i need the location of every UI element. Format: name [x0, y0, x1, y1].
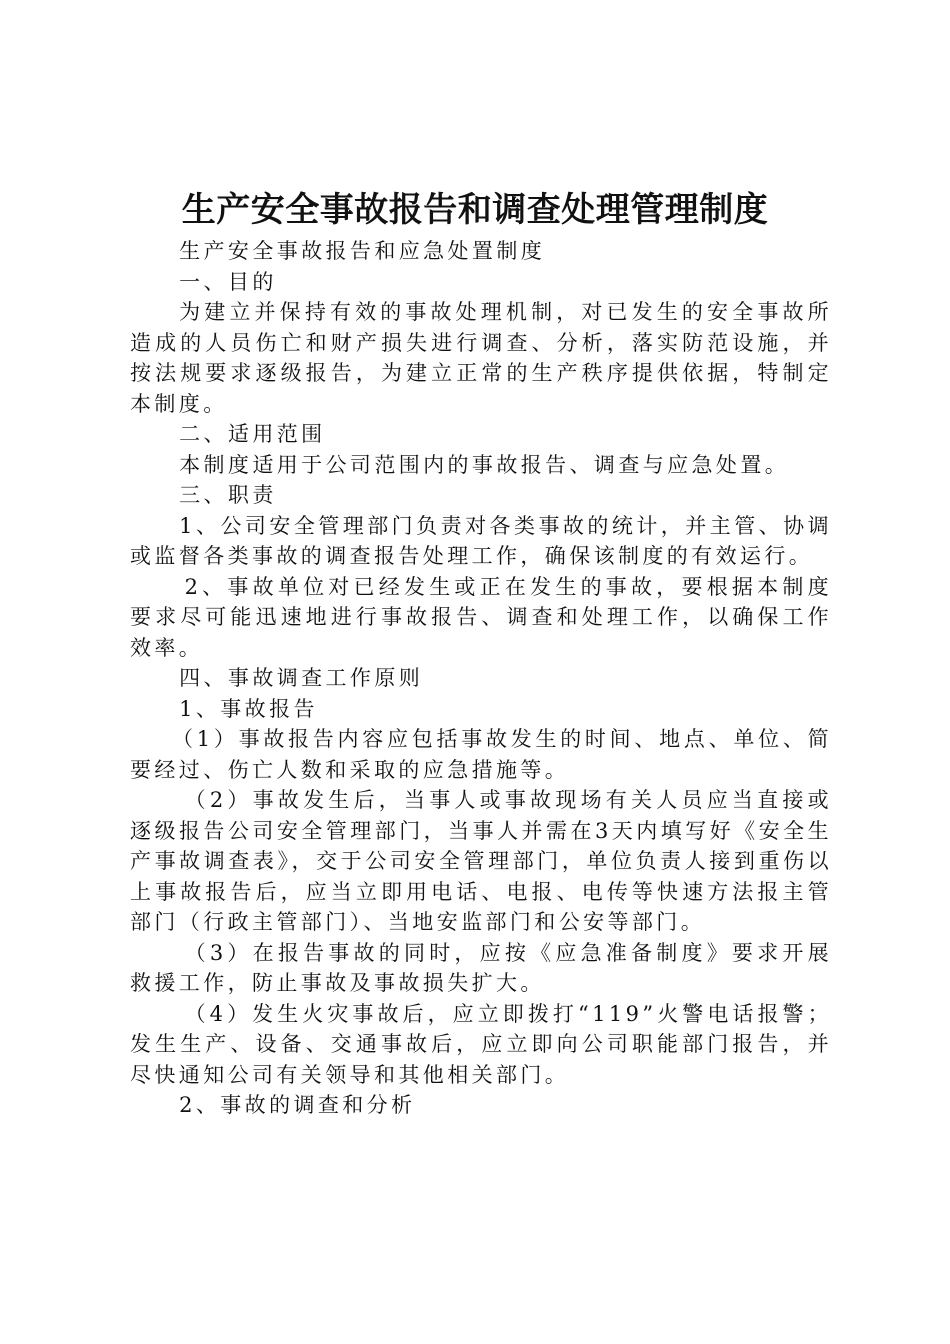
- section-heading-purpose: 一、目的: [179, 269, 277, 294]
- paragraph-report-item-4: （4）发生火灾事故后，应立即拨打“119”火警电话报警；发生生产、设备、交通事故后，应立即向公司职能部门报告，并尽快通知公司有关领导和其他相关部门。: [130, 1001, 832, 1087]
- paragraph-purpose: 为建立并保持有效的事故处理机制，对已发生的安全事故所造成的人员伤亡和财产损失进行调查、分析，落实防范设施，并按法规要求逐级报告，为建立正常的生产秩序提供依据，特制定本制度。: [130, 300, 832, 416]
- subsection-heading-report: 1、事故报告: [179, 696, 318, 721]
- paragraph-duty-2: 2、事故单位对已经发生或正在发生的事故，要根据本制度要求尽可能迅速地进行事故报告、调查和处理工作，以确保工作效率。: [130, 574, 832, 660]
- paragraph-report-item-3: （3）在报告事故的同时，应按《应急准备制度》要求开展救援工作，防止事故及事故损失扩大。: [130, 940, 832, 995]
- document-title: 生产安全事故报告和调查处理管理制度: [181, 190, 769, 230]
- paragraph-duty-1: 1、公司安全管理部门负责对各类事故的统计，并主管、协调或监督各类事故的调查报告处理工作，确保该制度的有效运行。: [130, 513, 832, 568]
- section-heading-scope: 二、适用范围: [179, 422, 326, 446]
- paragraph-report-item-1: （1）事故报告内容应包括事故发生的时间、地点、单位、简要经过、伤亡人数和采取的应急措施等。: [130, 727, 832, 782]
- document-body: [130, 236, 832, 1121]
- subtitle-paragraph: 生产安全事故报告和应急处置制度: [179, 239, 546, 263]
- section-heading-duties: 三、职责: [179, 483, 277, 507]
- paragraph-report-item-2: （2）事故发生后，当事人或事故现场有关人员应当直接或逐级报告公司安全管理部门，当事人并需在3天内填写好《安全生产事故调查表》，交于公司安全管理部门，单位负责人接到重伤以上事故报告后，应当立即用电话、电报、电传等快速方法报主管部门（行政主管部门）、当地安监部门和公安等部门。: [130, 788, 832, 934]
- section-heading-principles: 四、事故调查工作原则: [179, 666, 424, 690]
- subsection-heading-investigation: 2、事故的调查和分析: [179, 1093, 416, 1117]
- paragraph-scope: 本制度适用于公司范围内的事故报告、调查与应急处置。: [179, 452, 790, 477]
